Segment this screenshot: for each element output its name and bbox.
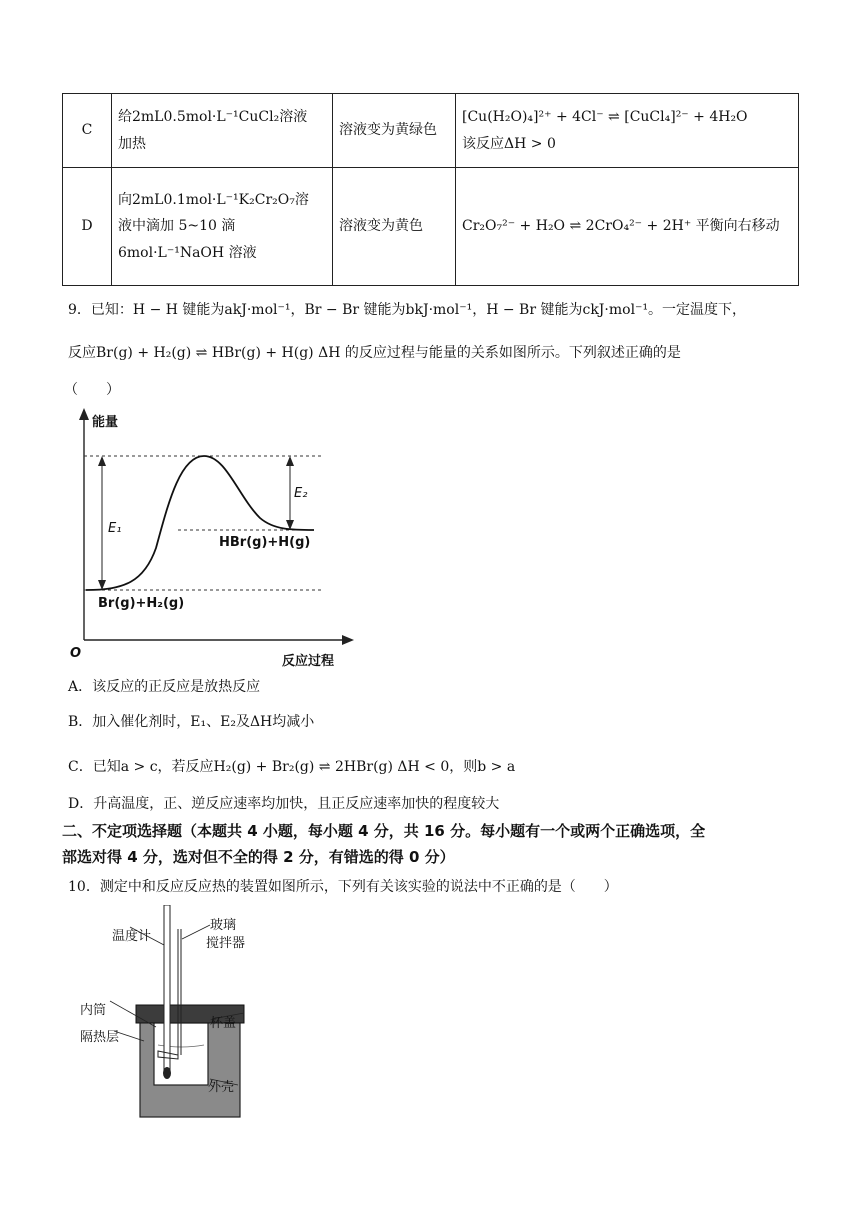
e2-label: E₂	[294, 486, 308, 501]
x-axis-label: 反应过程	[282, 654, 335, 669]
table-row	[63, 94, 799, 168]
x-axis-arrow	[342, 635, 354, 645]
y-axis-label: 能量	[92, 415, 119, 430]
energy-diagram	[60, 400, 370, 672]
procedure-line: 液中滴加 5~10 滴	[118, 218, 236, 235]
section-heading-cont: 部选对得 4 分，选对但不全的得 2 分，有错选的得 0 分）	[62, 848, 455, 866]
lid-label: 杯盖	[210, 1016, 237, 1031]
conclusion-cell	[456, 94, 799, 168]
origin-label: O	[70, 646, 82, 661]
q10-stem: 10．测定中和反应反应热的装置如图所示，下列有关该实验的说法中不正确的是（ ）	[68, 879, 618, 895]
y-axis-arrow	[79, 408, 89, 420]
procedure-cell	[112, 94, 333, 168]
section-heading: 二、不定项选择题（本题共 4 小题，每小题 4 分，共 16 分。每小题有一个或两个正确选项，全	[62, 822, 706, 840]
q9-answer-bracket: （ ）	[64, 382, 120, 398]
q9-option-c: C．已知a > c，若反应H₂(g) + Br₂(g) ⇌ 2HBr(g) ΔH < 0，则b > a	[68, 759, 516, 775]
q9-option-d: D．升高温度，正、逆反应速率均加快，且正反应速率加快的程度较大	[68, 796, 500, 812]
thermometer-label: 温度计	[112, 929, 152, 944]
conclusion-line: 该反应ΔH > 0	[462, 135, 556, 152]
experiment-table	[62, 93, 799, 286]
row-label: C	[63, 94, 112, 168]
conclusion-cell: Cr₂O₇²⁻ + H₂O ⇌ 2CrO₄²⁻ + 2H⁺ 平衡向右移动	[456, 168, 799, 286]
q9-stem-line: 反应Br(g) + H₂(g) ⇌ HBr(g) + H(g) ΔH 的反应过程与能量的关系如图所示。下列叙述正确的是	[68, 345, 681, 361]
reactant-label: Br(g)+H₂(g)	[98, 596, 185, 611]
procedure-line: 加热	[118, 135, 146, 152]
e1-label: E₁	[108, 521, 122, 536]
procedure-line: 6mol·L⁻¹NaOH 溶液	[118, 244, 257, 261]
observation-cell: 溶液变为黄绿色	[333, 94, 456, 168]
row-label: D	[63, 168, 112, 286]
observation-cell: 溶液变为黄色	[333, 168, 456, 286]
table-row	[63, 168, 799, 286]
procedure-line: 向2mL0.1mol·L⁻¹K₂Cr₂O₇溶	[118, 191, 309, 208]
product-label: HBr(g)+H(g)	[219, 535, 311, 550]
stirrer-label-line2: 搅拌器	[206, 936, 246, 951]
insulation-label: 隔热层	[80, 1030, 120, 1045]
q9-stem-line: 9．已知：H − H 键能为akJ·mol⁻¹，Br − Br 键能为bkJ·mol⁻¹，H − Br 键能为ckJ·mol⁻¹。一定温度下，	[68, 302, 747, 318]
q9-option-b: B．加入催化剂时，E₁、E₂及ΔH均减小	[68, 714, 315, 730]
q9-option-a: A．该反应的正反应是放热反应	[68, 679, 261, 695]
stirrer-label-line1: 玻璃	[210, 918, 237, 933]
inner-cup-label: 内筒	[80, 1003, 107, 1018]
procedure-cell	[112, 168, 333, 286]
conclusion-line: [Cu(H₂O)₄]²⁺ + 4Cl⁻ ⇌ [CuCl₄]²⁻ + 4H₂O	[462, 108, 748, 125]
procedure-line: 给2mL0.5mol·L⁻¹CuCl₂溶液	[118, 108, 308, 125]
thermometer	[164, 905, 170, 1073]
outer-shell-label: 外壳	[208, 1080, 235, 1095]
